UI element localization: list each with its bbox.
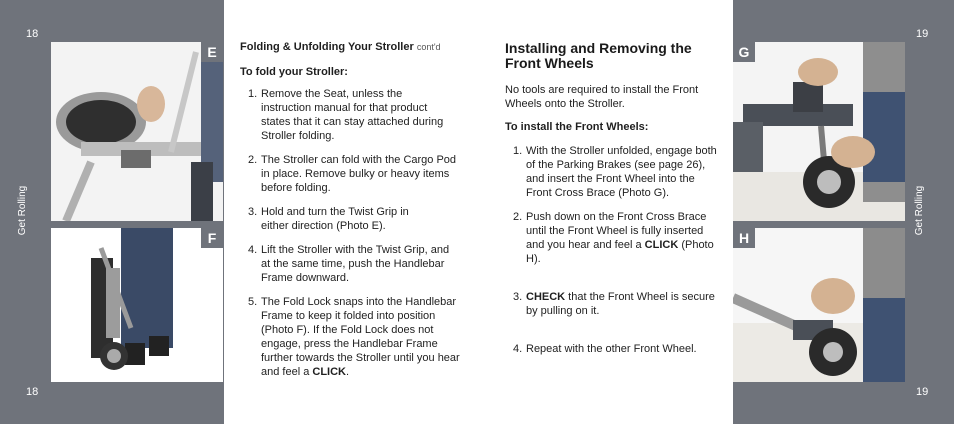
wheels-step-number: 1. bbox=[513, 145, 523, 157]
photo-f bbox=[51, 228, 223, 382]
fold-step-text: Remove the Seat, unless the instruction manual for that product states that it can stay attached during Stroller folding. bbox=[261, 88, 444, 142]
wheels-step-number: 3. bbox=[513, 291, 523, 303]
wheels-step-number: 2. bbox=[513, 211, 523, 223]
fold-heading-contd: cont'd bbox=[416, 42, 441, 52]
page-number-bottom: 18 bbox=[26, 386, 39, 398]
photo-h bbox=[733, 228, 905, 382]
wheels-column bbox=[505, 41, 720, 356]
wheels-step-3 bbox=[505, 290, 720, 318]
wheels-step-check-emphasis: CHECK bbox=[526, 291, 566, 303]
wheels-step-2 bbox=[505, 210, 720, 266]
fold-step-2 bbox=[240, 153, 460, 195]
wheels-heading-line2: Front Wheels bbox=[505, 55, 594, 71]
fold-step-5 bbox=[240, 295, 460, 379]
fold-step-number: 1. bbox=[248, 88, 258, 100]
left-page-panel bbox=[0, 0, 224, 424]
fold-step-text: The Fold Lock snaps into the Handlebar Frame to keep it folded into position (Photo F). If the Fold Lock does not engage, press the Handlebar Frame further towards the Stroller until you hear and feel a bbox=[261, 296, 460, 378]
photo-h-badge: H bbox=[733, 228, 755, 248]
fold-step-number: 5. bbox=[248, 296, 258, 308]
fold-heading bbox=[240, 40, 460, 54]
fold-step-text: The Stroller can fold with the Cargo Pod in place. Remove bulky or heavy items before folding. bbox=[261, 154, 457, 194]
wheels-step-click-emphasis: CLICK bbox=[644, 239, 679, 251]
wheels-step-text-end: (Photo H). bbox=[526, 239, 714, 265]
wheels-step-text: that the Front Wheel is secure by pulling on it. bbox=[526, 291, 715, 317]
photo-f-badge: F bbox=[201, 228, 223, 248]
fold-step-number: 2. bbox=[248, 154, 258, 166]
fold-step-text-end: . bbox=[345, 366, 350, 378]
wheels-step-number: 4. bbox=[513, 343, 523, 355]
fold-step-1 bbox=[240, 87, 460, 143]
page-number-top: 19 bbox=[916, 28, 929, 40]
photo-g-badge: G bbox=[733, 42, 755, 62]
fold-step-number: 4. bbox=[248, 244, 258, 256]
fold-heading-title: Folding & Unfolding Your Stroller bbox=[240, 41, 414, 53]
photo-g bbox=[733, 42, 905, 221]
wheels-step-text: Repeat with the other Front Wheel. bbox=[526, 343, 697, 355]
photo-h-illustration bbox=[733, 228, 905, 382]
side-label-get-rolling: Get Rolling bbox=[17, 185, 29, 236]
fold-step-4 bbox=[240, 243, 460, 285]
side-label-get-rolling: Get Rolling bbox=[914, 185, 926, 236]
fold-subheading: To fold your Stroller: bbox=[240, 66, 348, 78]
right-page-panel bbox=[733, 0, 954, 424]
photo-e-illustration bbox=[51, 42, 223, 221]
fold-step-click-emphasis: CLICK bbox=[312, 366, 346, 378]
wheels-step-text: Push down on the Front Cross Brace until the Front Wheel is fully inserted and you hear and feel a bbox=[526, 211, 707, 251]
page-number-bottom: 19 bbox=[916, 386, 929, 398]
wheels-step-text: With the Stroller unfolded, engage both of the Parking Brakes (see page 26), and insert the Front Wheel into the Front Cross Brace (Photo G). bbox=[526, 145, 717, 199]
photo-f-illustration bbox=[51, 228, 223, 382]
fold-step-text: Lift the Stroller with the Twist Grip, and at the same time, push the Handlebar Frame downward. bbox=[261, 244, 450, 284]
wheels-heading-line1: Installing and Removing the bbox=[505, 40, 692, 56]
fold-steps-list bbox=[240, 87, 460, 379]
photo-g-illustration bbox=[733, 42, 905, 221]
wheels-step-4 bbox=[505, 342, 720, 356]
fold-step-text: Hold and turn the Twist Grip in either direction (Photo E). bbox=[261, 206, 409, 232]
wheels-steps-list bbox=[505, 144, 720, 356]
fold-step-3 bbox=[240, 205, 460, 233]
photo-e bbox=[51, 42, 223, 221]
page-number-top: 18 bbox=[26, 28, 39, 40]
wheels-heading bbox=[505, 41, 720, 71]
wheels-subheading: To install the Front Wheels: bbox=[505, 121, 649, 133]
photo-e-badge: E bbox=[201, 42, 223, 62]
fold-step-number: 3. bbox=[248, 206, 258, 218]
wheels-intro: No tools are required to install the Front Wheels onto the Stroller. bbox=[505, 84, 699, 110]
fold-column bbox=[240, 40, 460, 379]
wheels-step-1 bbox=[505, 144, 720, 200]
